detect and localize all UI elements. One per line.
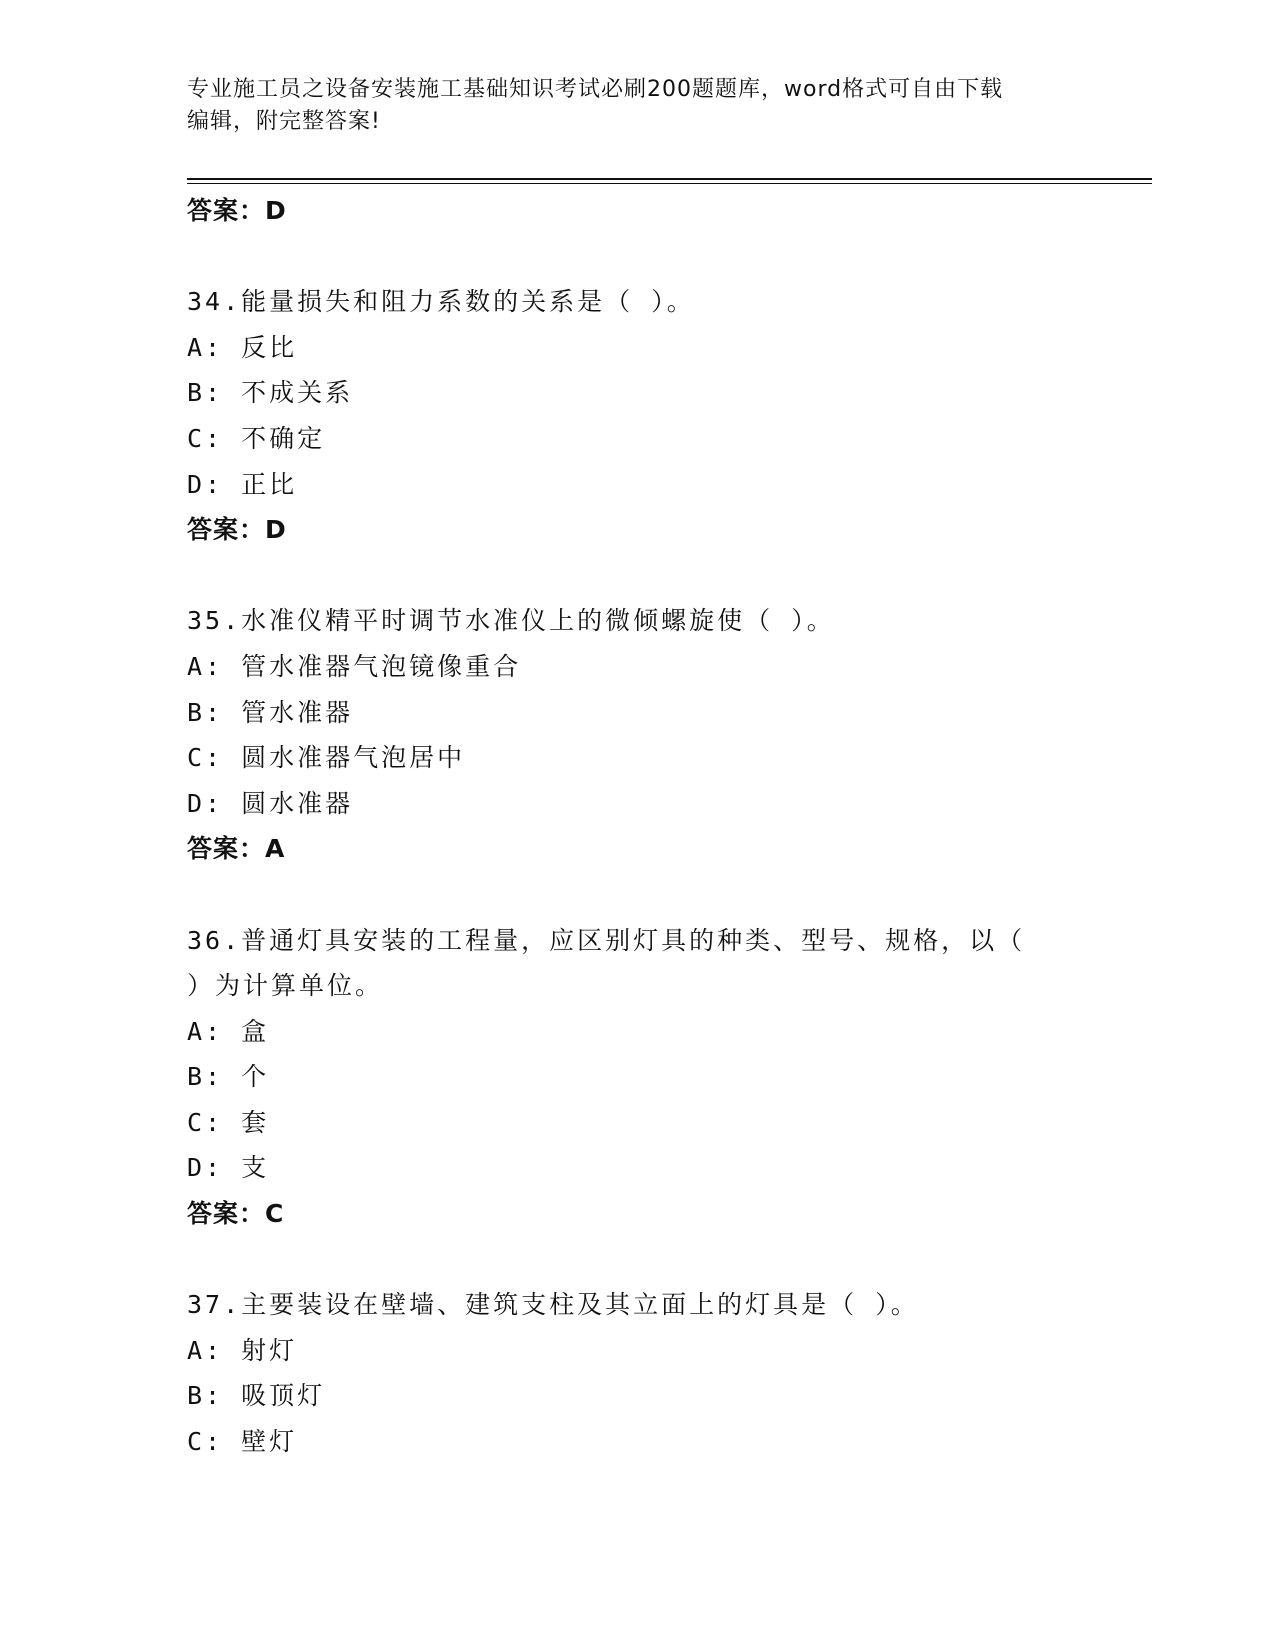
option-a: A: 管水准器气泡镜像重合 <box>187 651 522 681</box>
option-a: A: 射灯 <box>187 1335 298 1365</box>
question-text-line-1: 36.普通灯具安装的工程量，应区别灯具的种类、型号、规格，以（ <box>187 925 1026 955</box>
option-d: D: 支 <box>187 1153 270 1183</box>
spacer <box>187 553 1067 599</box>
option-c: C: 壁灯 <box>187 1427 298 1457</box>
question-block-36 <box>187 918 1067 1237</box>
option-b: B: 个 <box>187 1062 270 1092</box>
spacer <box>187 234 1067 280</box>
answer-line: 答案：D <box>187 515 287 545</box>
option-c: C: 圆水准器气泡居中 <box>187 743 466 773</box>
question-text: 34.能量损失和阻力系数的关系是（ ）。 <box>187 287 695 317</box>
question-block-35 <box>187 598 1067 872</box>
header-line-1: 专业施工员之设备安装施工基础知识考试必刷200题题库，word格式可自由下载 <box>187 77 1004 102</box>
question-block-37 <box>187 1282 1067 1464</box>
question-text: 37.主要装设在壁墙、建筑支柱及其立面上的灯具是（ ）。 <box>187 1290 919 1320</box>
header-divider-thin <box>187 183 1152 184</box>
document-header <box>187 74 1067 138</box>
spacer <box>187 872 1067 918</box>
spacer <box>187 1237 1067 1283</box>
option-d: D: 圆水准器 <box>187 788 354 818</box>
header-divider-thick <box>187 178 1152 180</box>
previous-answer: 答案：D <box>187 196 287 225</box>
option-b: B: 不成关系 <box>187 378 354 408</box>
question-block-34 <box>187 279 1067 553</box>
option-c: C: 不确定 <box>187 423 326 453</box>
question-text-line-2: ）为计算单位。 <box>187 971 384 1001</box>
option-a: A: 反比 <box>187 332 298 362</box>
option-c: C: 套 <box>187 1107 270 1137</box>
question-list <box>187 188 1067 1465</box>
header-line-2: 编辑，附完整答案! <box>187 109 381 134</box>
option-b: B: 吸顶灯 <box>187 1381 326 1411</box>
option-d: D: 正比 <box>187 469 298 499</box>
option-a: A: 盒 <box>187 1016 270 1046</box>
answer-line: 答案：C <box>187 1199 285 1229</box>
option-b: B: 管水准器 <box>187 697 354 727</box>
answer-line: 答案：A <box>187 834 286 864</box>
question-text: 35.水准仪精平时调节水准仪上的微倾螺旋使（ ）。 <box>187 606 835 636</box>
